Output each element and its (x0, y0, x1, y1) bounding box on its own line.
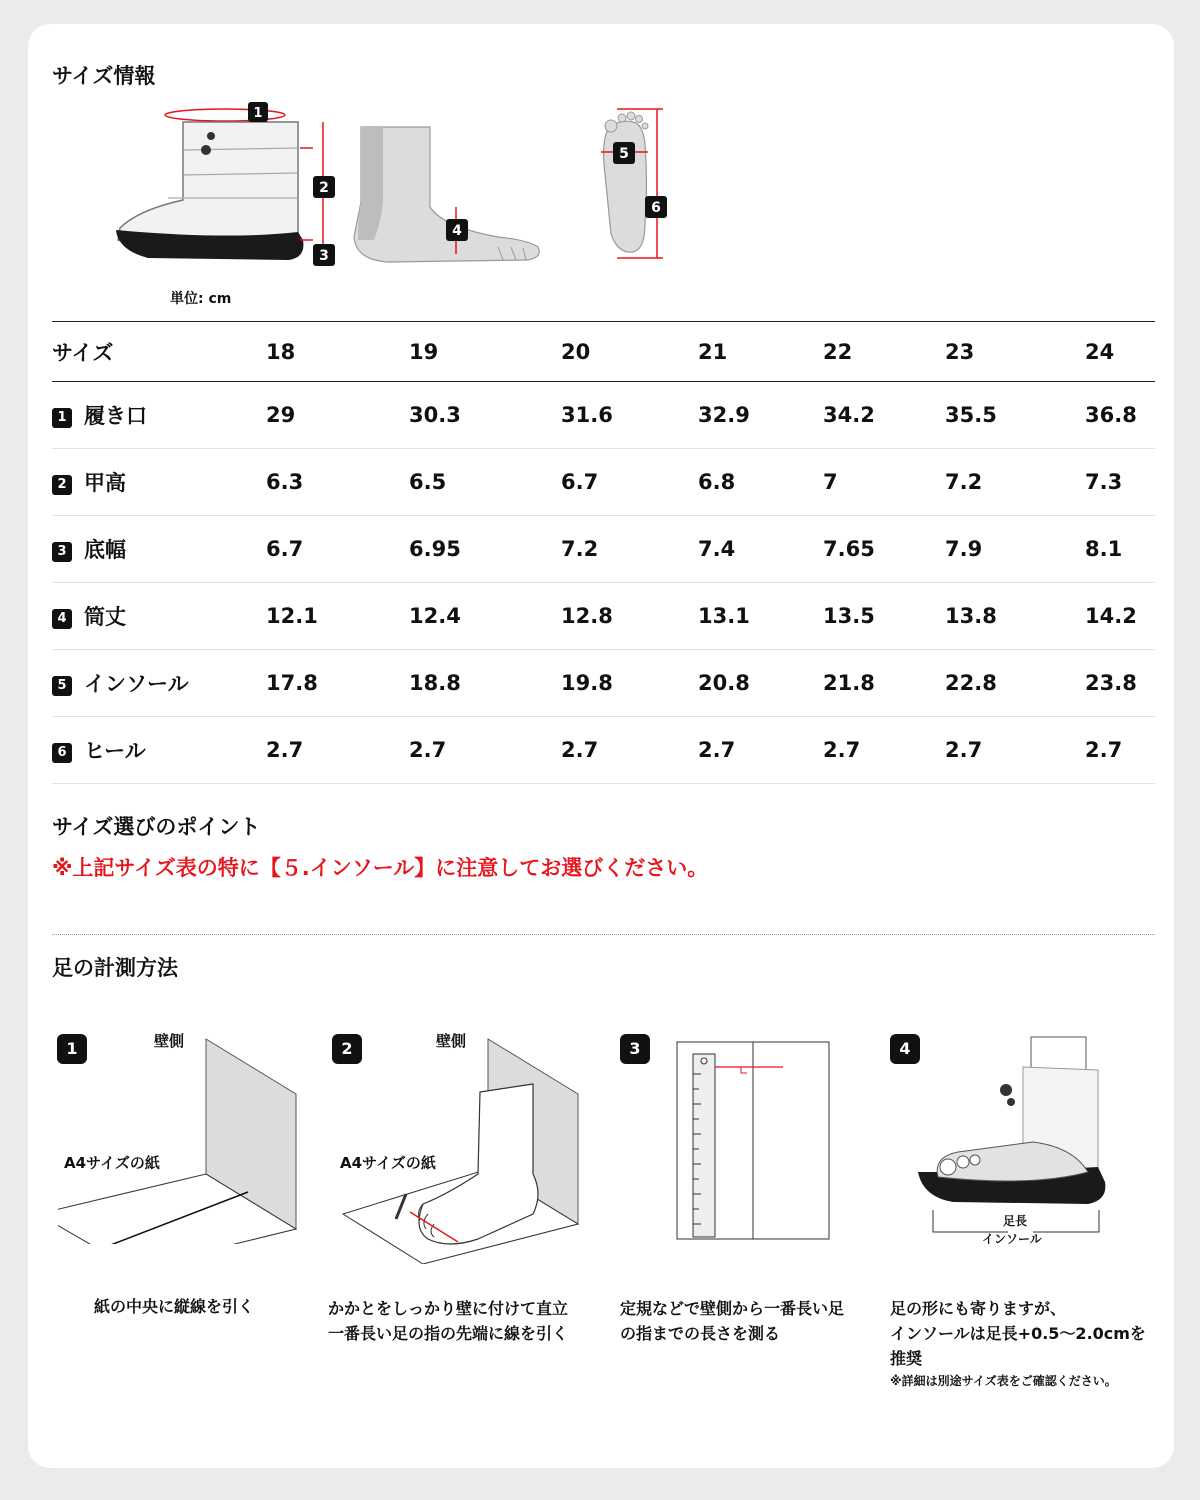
table-cell: 12.1 (266, 604, 318, 628)
table-cell: 35.5 (945, 403, 997, 427)
table-row (52, 717, 1155, 784)
table-cell: 12.8 (561, 604, 613, 628)
step-3-badge: 3 (620, 1034, 650, 1064)
step-2-caption-line: かかとをしっかり壁に付けて直立 (328, 1299, 569, 1318)
table-cell: 17.8 (266, 671, 318, 695)
header-size: 24 (1085, 339, 1115, 364)
insole-label: インソール (982, 1232, 1042, 1246)
section-divider (52, 934, 1155, 935)
table-cell: 7.9 (945, 537, 983, 561)
table-cell: 6.7 (266, 537, 304, 561)
step-1-paper-label: A4サイズの紙 (64, 1154, 160, 1172)
table-cell: 2.7 (945, 738, 983, 762)
header-size-label: サイズ (52, 340, 114, 365)
table-cell: 7.2 (945, 470, 983, 494)
table-row (52, 516, 1155, 583)
table-cell: 30.3 (409, 403, 461, 427)
table-cell: 23.8 (1085, 671, 1137, 695)
table-cell: 6.7 (561, 470, 599, 494)
table-row (52, 650, 1155, 717)
table-cell: 32.9 (698, 403, 750, 427)
table-cell: 7 (823, 470, 838, 494)
table-header-row (52, 322, 1155, 382)
step-1-badge: 1 (57, 1034, 87, 1064)
header-size: 20 (561, 339, 591, 364)
step-2-wall-label: 壁側 (436, 1032, 467, 1050)
table-cell: 7.3 (1085, 470, 1123, 494)
row-number-badge: 4 (52, 609, 72, 629)
header-size: 21 (698, 339, 728, 364)
foot-side-diagram (348, 122, 568, 272)
section-title: サイズ情報 (52, 64, 156, 88)
row-label: 甲高 (84, 471, 126, 495)
table-cell: 2.7 (698, 738, 736, 762)
header-size: 22 (823, 339, 853, 364)
table-cell: 31.6 (561, 403, 613, 427)
step-2-caption-line: 一番長い足の指の先端に線を引く (328, 1324, 569, 1343)
step-3-caption (620, 1296, 844, 1346)
foot-length-label: 足長 (1003, 1214, 1028, 1228)
step-1-illustration (58, 1034, 308, 1244)
table-cell: 2.7 (1085, 738, 1123, 762)
tips-warning: ※上記サイズ表の特に【５.インソール】に注意してお選びください。 (52, 856, 709, 880)
table-cell: 7.4 (698, 537, 736, 561)
header-size: 19 (409, 339, 439, 364)
step-3-caption-line: の指までの長さを測る (620, 1324, 781, 1343)
table-cell: 13.8 (945, 604, 997, 628)
table-cell: 29 (266, 403, 296, 427)
table-cell: 7.65 (823, 537, 875, 561)
measure-title: 足の計測方法 (52, 956, 178, 980)
step-4-caption (890, 1296, 1146, 1371)
step-2-paper-label: A4サイズの紙 (340, 1154, 436, 1172)
header-size: 23 (945, 339, 975, 364)
table-cell: 8.1 (1085, 537, 1123, 561)
table-cell: 6.5 (409, 470, 447, 494)
table-cell: 36.8 (1085, 403, 1137, 427)
table-cell: 19.8 (561, 671, 613, 695)
row-label: 筒丈 (84, 605, 126, 629)
table-cell: 6.8 (698, 470, 736, 494)
table-cell: 6.3 (266, 470, 304, 494)
marker-4: 4 (452, 223, 462, 239)
row-number-badge: 2 (52, 475, 72, 495)
step-4-caption-line: 足の形にも寄りますが、 (890, 1299, 1067, 1318)
foot-sole-diagram (593, 104, 673, 264)
step-2-caption (328, 1296, 568, 1346)
table-row (52, 583, 1155, 650)
table-cell: 34.2 (823, 403, 875, 427)
table-row (52, 382, 1155, 449)
marker-6: 6 (651, 200, 661, 216)
table-cell: 7.2 (561, 537, 599, 561)
row-label: インソール (84, 672, 189, 696)
step-4-badge: 4 (890, 1034, 920, 1064)
step-4-caption-line: インソールは足長+0.5～2.0cmを (890, 1324, 1146, 1343)
step-4-caption-line: 推奨 (890, 1349, 923, 1368)
header-size: 18 (266, 339, 296, 364)
table-cell: 12.4 (409, 604, 461, 628)
table-cell: 2.7 (266, 738, 304, 762)
table-cell: 2.7 (561, 738, 599, 762)
table-row (52, 449, 1155, 516)
step-3-illustration (673, 1039, 833, 1244)
size-table (52, 321, 1155, 784)
table-cell: 13.1 (698, 604, 750, 628)
marker-1: 1 (253, 106, 263, 121)
row-number-badge: 1 (52, 408, 72, 428)
step-1-caption: 紙の中央に縦線を引く (94, 1297, 255, 1316)
step-2-badge: 2 (332, 1034, 362, 1064)
table-cell: 22.8 (945, 671, 997, 695)
row-number-badge: 6 (52, 743, 72, 763)
table-cell: 18.8 (409, 671, 461, 695)
step-4-note: ※詳細は別途サイズ表をご確認ください。 (890, 1374, 1117, 1388)
table-cell: 14.2 (1085, 604, 1137, 628)
step-3-caption-line: 定規などで壁側から一番長い足 (620, 1299, 845, 1318)
table-cell: 21.8 (823, 671, 875, 695)
row-label: 履き口 (84, 404, 147, 428)
table-cell: 2.7 (409, 738, 447, 762)
step-4-illustration (913, 1032, 1113, 1237)
marker-5: 5 (619, 146, 629, 162)
boot-diagram (108, 100, 338, 290)
marker-3: 3 (319, 248, 329, 264)
row-label: 底幅 (84, 538, 126, 562)
table-cell: 6.95 (409, 537, 461, 561)
row-label: ヒール (84, 739, 146, 763)
step-2-illustration (328, 1034, 588, 1264)
unit-label: 単位: cm (170, 291, 232, 307)
step-1-wall-label: 壁側 (154, 1032, 185, 1050)
tips-title: サイズ選びのポイント (52, 815, 261, 839)
row-number-badge: 3 (52, 542, 72, 562)
table-cell: 2.7 (823, 738, 861, 762)
table-cell: 13.5 (823, 604, 875, 628)
row-number-badge: 5 (52, 676, 72, 696)
marker-2: 2 (319, 180, 329, 196)
size-info-card (28, 24, 1174, 1468)
table-cell: 20.8 (698, 671, 750, 695)
